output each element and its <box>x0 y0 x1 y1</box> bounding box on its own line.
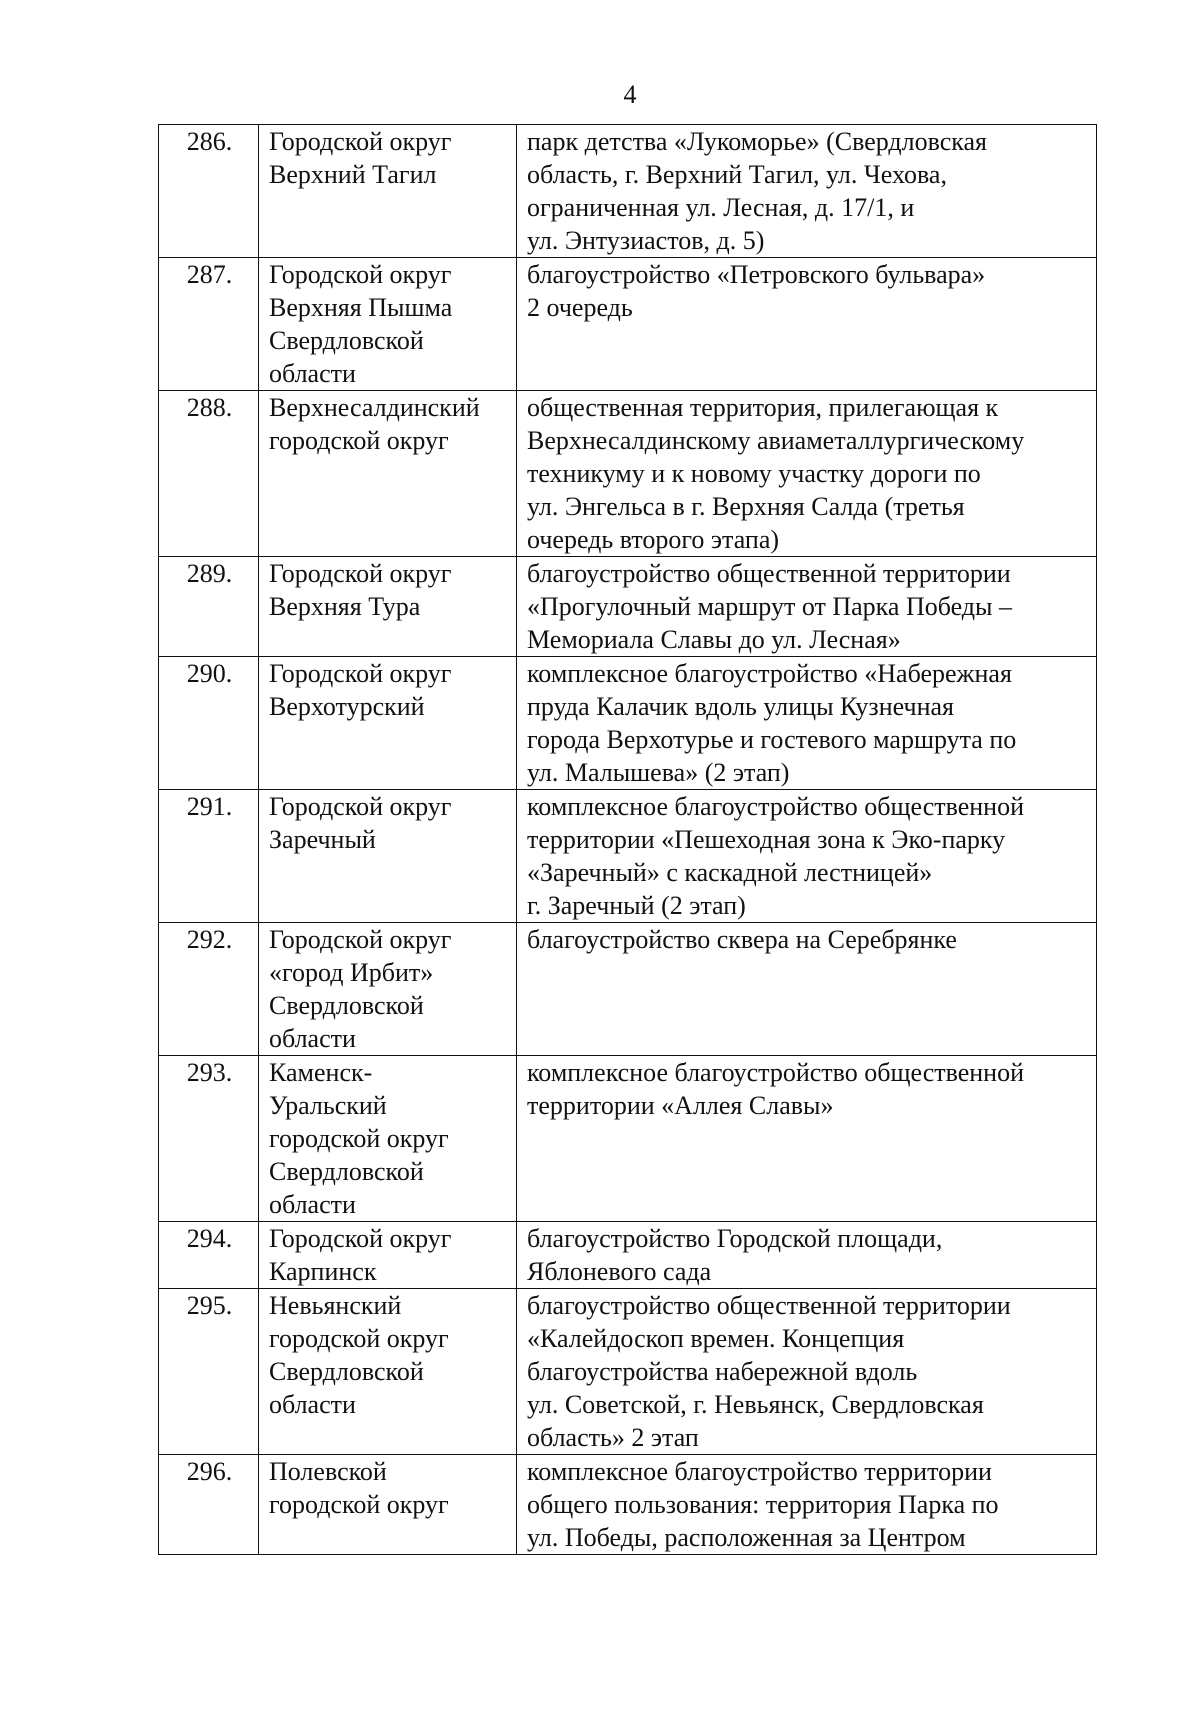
municipality-name: Городской округ Верхняя Пышма Свердловской области <box>269 260 453 388</box>
project-description: комплексное благоустройство общественной территории «Пешеходная зона к Эко-парку «Заречный» с каскадной лестницей» г. Заречный (2 этап) <box>527 792 1024 920</box>
municipality-cell <box>259 1289 517 1455</box>
municipality-cell <box>259 557 517 657</box>
description-cell <box>517 657 1097 790</box>
row-number: 287. <box>159 258 259 391</box>
table-row <box>159 1455 1097 1555</box>
municipality-name: Городской округ «город Ирбит» Свердловской области <box>269 925 452 1053</box>
table-row <box>159 258 1097 391</box>
description-cell <box>517 923 1097 1056</box>
description-cell <box>517 1289 1097 1455</box>
project-description: комплексное благоустройство «Набережная пруда Калачик вдоль улицы Кузнечная города Верхотурье и гостевого маршрута по ул. Малышева» (2 этап) <box>527 659 1017 787</box>
municipality-name: Верхнесалдинский городской округ <box>269 393 480 455</box>
project-description: благоустройство сквера на Серебрянке <box>527 925 957 954</box>
table-row <box>159 1289 1097 1455</box>
municipality-name: Городской округ Верхний Тагил <box>269 127 452 189</box>
row-number: 289. <box>159 557 259 657</box>
municipalities-table <box>158 124 1097 1555</box>
description-cell <box>517 557 1097 657</box>
table-row <box>159 923 1097 1056</box>
row-number: 295. <box>159 1289 259 1455</box>
municipality-name: Городской округ Карпинск <box>269 1224 452 1286</box>
municipality-cell <box>259 657 517 790</box>
municipality-cell <box>259 1222 517 1289</box>
municipality-cell <box>259 125 517 258</box>
municipality-cell <box>259 1056 517 1222</box>
municipality-name: Городской округ Верхотурский <box>269 659 452 721</box>
row-number: 293. <box>159 1056 259 1222</box>
page-number: 4 <box>623 80 637 109</box>
municipality-name: Каменск- Уральский городской округ Свердловской области <box>269 1058 449 1219</box>
municipality-cell <box>259 258 517 391</box>
municipality-name: Полевской городской округ <box>269 1457 449 1519</box>
table-row <box>159 657 1097 790</box>
description-cell <box>517 391 1097 557</box>
row-number: 296. <box>159 1455 259 1555</box>
municipality-cell <box>259 923 517 1056</box>
project-description: общественная территория, прилегающая к Верхнесалдинскому авиаметаллургическому техникуму и к новому участку дороги по ул. Энгельса в г. Верхняя Салда (третья очередь второго этапа) <box>527 393 1025 554</box>
description-cell <box>517 1222 1097 1289</box>
municipality-cell <box>259 1455 517 1555</box>
project-description: благоустройство «Петровского бульвара» 2 очередь <box>527 260 986 322</box>
municipality-name: Городской округ Заречный <box>269 792 452 854</box>
project-description: благоустройство общественной территории «Калейдоскоп времен. Концепция благоустройства набережной вдоль ул. Советской, г. Невьянск, Свердловская область» 2 этап <box>527 1291 1011 1452</box>
project-description: благоустройство Городской площади, Яблоневого сада <box>527 1224 943 1286</box>
municipality-cell <box>259 391 517 557</box>
table-row <box>159 1222 1097 1289</box>
description-cell <box>517 1455 1097 1555</box>
project-description: парк детства «Лукоморье» (Свердловская область, г. Верхний Тагил, ул. Чехова, ограниченная ул. Лесная, д. 17/1, и ул. Энтузиастов, д. 5) <box>527 127 987 255</box>
description-cell <box>517 125 1097 258</box>
table-row <box>159 1056 1097 1222</box>
municipality-cell <box>259 790 517 923</box>
row-number: 288. <box>159 391 259 557</box>
municipality-name: Невьянский городской округ Свердловской области <box>269 1291 449 1419</box>
description-cell <box>517 790 1097 923</box>
table-row <box>159 790 1097 923</box>
municipality-name: Городской округ Верхняя Тура <box>269 559 452 621</box>
row-number: 294. <box>159 1222 259 1289</box>
row-number: 286. <box>159 125 259 258</box>
project-description: комплексное благоустройство территории общего пользования: территория Парка по ул. Победы, расположенная за Центром <box>527 1457 999 1552</box>
description-cell <box>517 1056 1097 1222</box>
row-number: 291. <box>159 790 259 923</box>
table-row <box>159 125 1097 258</box>
row-number: 292. <box>159 923 259 1056</box>
row-number: 290. <box>159 657 259 790</box>
description-cell <box>517 258 1097 391</box>
project-description: комплексное благоустройство общественной территории «Аллея Славы» <box>527 1058 1024 1120</box>
table-row <box>159 557 1097 657</box>
project-description: благоустройство общественной территории «Прогулочный маршрут от Парка Победы – Мемориала Славы до ул. Лесная» <box>527 559 1012 654</box>
table-row <box>159 391 1097 557</box>
